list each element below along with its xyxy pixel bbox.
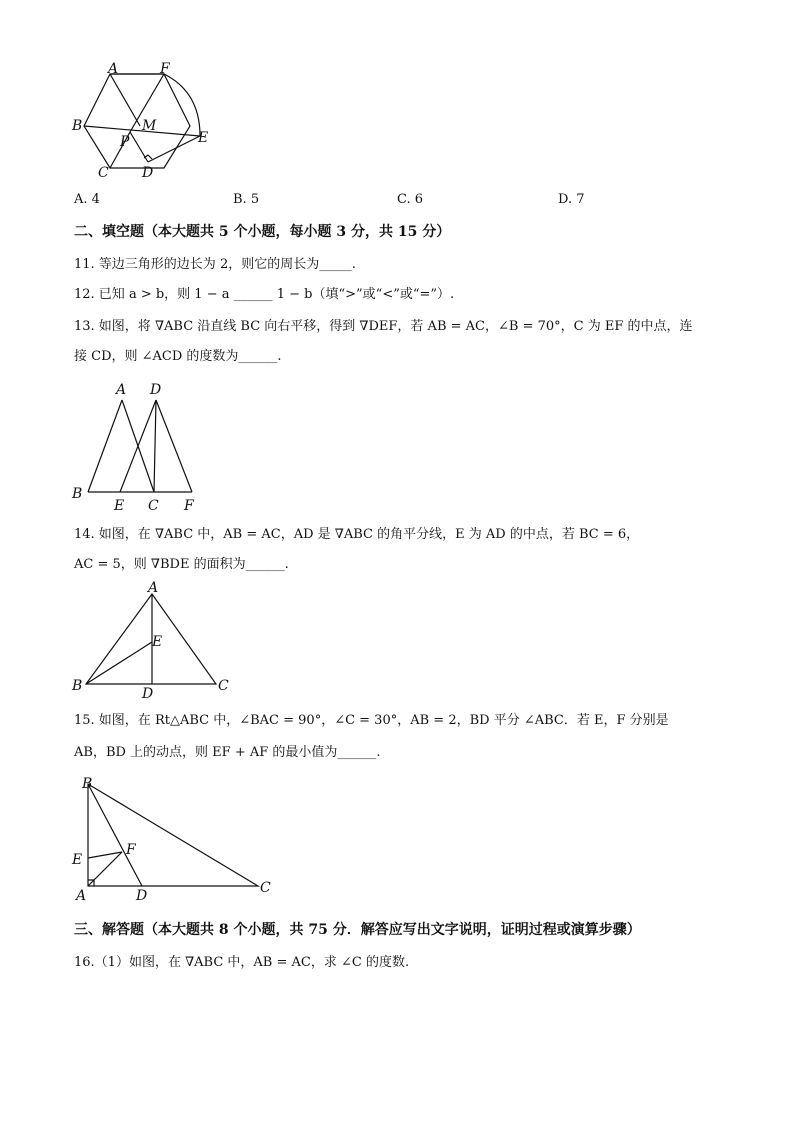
label-p: P (120, 134, 130, 150)
label-f: F (184, 498, 194, 514)
label-a: A (76, 888, 87, 902)
label-a: A (148, 580, 159, 596)
question-12: 12. 已知 a > b，则 1 − a ______ 1 − b（填“>”或“<”或“=”）. (74, 287, 455, 302)
triangle-abc (88, 784, 258, 886)
label-a: A (116, 382, 127, 398)
segment-am (110, 74, 140, 126)
label-e: E (72, 852, 83, 868)
segment-de (148, 136, 200, 162)
label-a: A (108, 62, 119, 77)
side-ed (120, 400, 156, 492)
label-e: E (114, 498, 125, 514)
label-b: B (82, 776, 93, 792)
label-b: B (72, 678, 83, 694)
label-e: E (198, 130, 209, 146)
label-d: D (142, 165, 154, 181)
side-ba (88, 400, 122, 492)
arc-fe (164, 74, 200, 136)
question-13-line1: 13. 如图，将 ∇ABC 沿直线 BC 向右平移，得到 ∇DEF，若 AB = AC，∠B = 70°，C 为 EF 的中点，连 (74, 319, 693, 334)
option-a: A. 4 (74, 192, 100, 207)
label-d: D (142, 686, 154, 700)
segment-be (86, 642, 152, 684)
question-15-line2: AB，BD 上的动点，则 EF + AF 的最小值为______. (74, 745, 381, 760)
right-triangle-figure (70, 772, 280, 902)
option-b: B. 5 (233, 192, 260, 207)
label-c: C (260, 880, 271, 896)
question-16: 16.（1）如图，在 ∇ABC 中，AB = AC，求 ∠C 的度数. (74, 955, 410, 970)
label-m: M (142, 118, 157, 134)
option-d: D. 7 (558, 192, 585, 207)
question-14-line2: AC = 5，则 ∇BDE 的面积为______. (74, 557, 289, 572)
label-b: B (72, 118, 83, 134)
label-f: F (160, 62, 170, 77)
section-solution-title: 三、解答题（本大题共 8 个小题，共 75 分．解答应写出文字说明，证明过程或演算步骤） (74, 922, 641, 938)
label-f: F (126, 842, 136, 858)
question-11: 11. 等边三角形的边长为 2，则它的周长为_____. (74, 257, 356, 272)
label-b: B (72, 486, 83, 502)
translation-figure (70, 378, 210, 514)
label-c: C (218, 678, 229, 694)
hexagon-figure (70, 62, 220, 182)
label-d: D (136, 888, 148, 902)
section-fill-in-title: 二、填空题（本大题共 5 个小题，每小题 3 分，共 15 分） (74, 224, 451, 240)
question-13-line2: 接 CD，则 ∠ACD 的度数为______. (74, 349, 282, 364)
label-e: E (152, 634, 163, 650)
segment-bd (88, 784, 142, 886)
triangle-abc (86, 594, 216, 684)
segment-cd (154, 400, 156, 492)
isosceles-figure (70, 580, 240, 700)
question-15-line1: 15. 如图，在 Rt△ABC 中，∠BAC = 90°，∠C = 30°，AB = 2，BD 平分 ∠ABC．若 E，F 分别是 (74, 713, 669, 728)
side-df (156, 400, 192, 492)
option-c: C. 6 (397, 192, 424, 207)
label-c: C (98, 165, 109, 181)
label-c: C (148, 498, 159, 514)
label-d: D (150, 382, 162, 398)
question-14-line1: 14. 如图，在 ∇ABC 中，AB = AC，AD 是 ∇ABC 的角平分线，E 为 AD 的中点，若 BC = 6， (74, 527, 640, 542)
